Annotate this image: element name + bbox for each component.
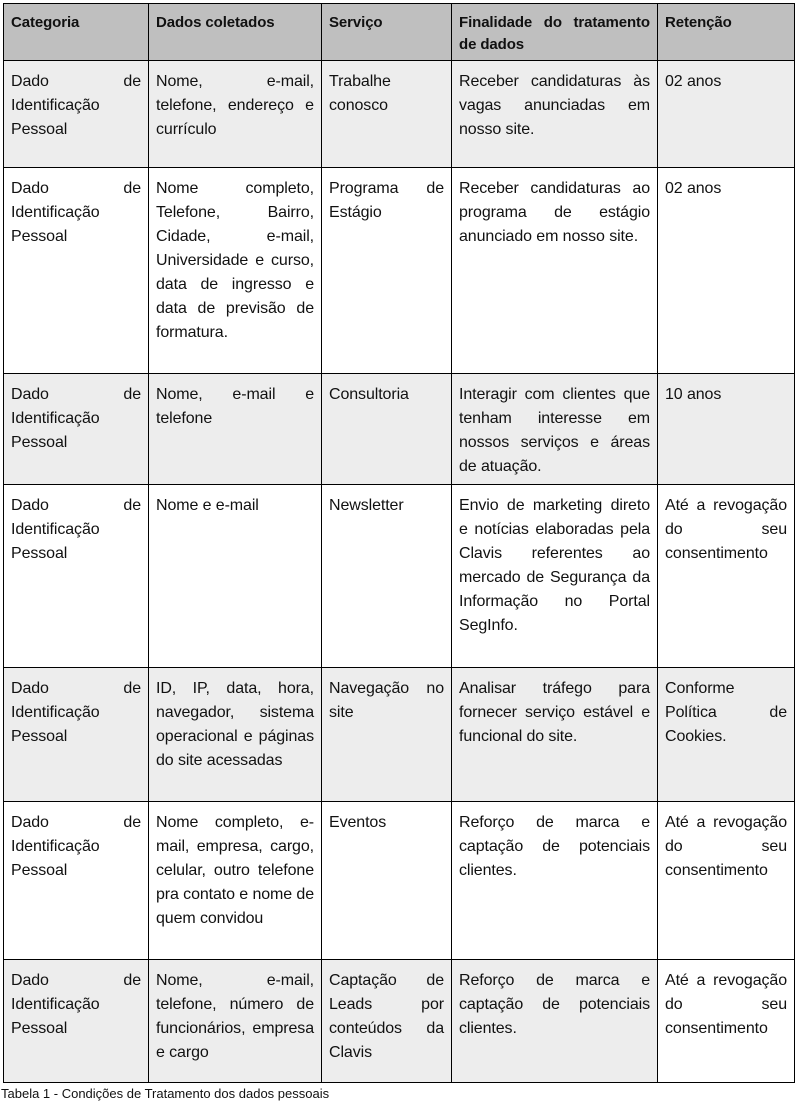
cell-retencao: 10 anos: [658, 374, 795, 485]
cell-finalidade: Reforço de marca e captação de potenciais clientes.: [452, 960, 658, 1083]
cell-categoria: Dado de Identificação Pessoal: [4, 802, 149, 960]
cell-categoria: Dado de Identificação Pessoal: [4, 668, 149, 802]
cell-dados-coletados: Nome e e-mail: [149, 485, 322, 668]
cell-categoria: Dado de Identificação Pessoal: [4, 168, 149, 374]
table-row: [4, 802, 795, 960]
cell-servico: Captação de Leads por conteúdos da Clavis: [322, 960, 452, 1083]
cell-dados-coletados: Nome completo, Telefone, Bairro, Cidade, e-mail, Universidade e curso, data de ingresso e data de previsão de formatura.: [149, 168, 322, 374]
cell-servico: Trabalhe conosco: [322, 61, 452, 168]
cell-dados-coletados: Nome, e-mail, telefone, número de funcionários, empresa e cargo: [149, 960, 322, 1083]
cell-dados-coletados: Nome completo, e-mail, empresa, cargo, celular, outro telefone pra contato e nome de quem convidou: [149, 802, 322, 960]
cell-servico: Newsletter: [322, 485, 452, 668]
table-row: [4, 61, 795, 168]
cell-dados-coletados: Nome, e-mail e telefone: [149, 374, 322, 485]
cell-finalidade: Interagir com clientes que tenham interesse em nossos serviços e áreas de atuação.: [452, 374, 658, 485]
header-categoria: Categoria: [4, 4, 149, 61]
table-row: [4, 374, 795, 485]
cell-finalidade: Receber candidaturas às vagas anunciadas em nosso site.: [452, 61, 658, 168]
cell-categoria: Dado de Identificação Pessoal: [4, 61, 149, 168]
cell-finalidade: Reforço de marca e captação de potenciais clientes.: [452, 802, 658, 960]
cell-categoria: Dado de Identificação Pessoal: [4, 960, 149, 1083]
table-caption: Tabela 1 - Condições de Tratamento dos dados pessoais: [1, 1086, 330, 1101]
header-finalidade: Finalidade do tratamento de dados: [452, 4, 658, 61]
cell-retencao: Até a revogação do seu consentimento: [658, 485, 795, 668]
header-servico: Serviço: [322, 4, 452, 61]
header-retencao: Retenção: [658, 4, 795, 61]
cell-servico: Eventos: [322, 802, 452, 960]
table-row: [4, 485, 795, 668]
cell-retencao: 02 anos: [658, 61, 795, 168]
cell-categoria: Dado de Identificação Pessoal: [4, 374, 149, 485]
cell-finalidade: Envio de marketing direto e notícias elaboradas pela Clavis referentes ao mercado de Segurança da Informação no Portal SegInfo.: [452, 485, 658, 668]
header-row: [4, 4, 795, 61]
cell-categoria: Dado de Identificação Pessoal: [4, 485, 149, 668]
table-row: [4, 668, 795, 802]
header-dados-coletados: Dados coletados: [149, 4, 322, 61]
cell-servico: Consultoria: [322, 374, 452, 485]
cell-finalidade: Analisar tráfego para fornecer serviço estável e funcional do site.: [452, 668, 658, 802]
cell-retencao: Conforme Política de Cookies.: [658, 668, 795, 802]
cell-finalidade: Receber candidaturas ao programa de estágio anunciado em nosso site.: [452, 168, 658, 374]
cell-servico: Navegação no site: [322, 668, 452, 802]
table-row: [4, 168, 795, 374]
cell-dados-coletados: ID, IP, data, hora, navegador, sistema operacional e páginas do site acessadas: [149, 668, 322, 802]
cell-retencao: Até a revogação do seu consentimento: [658, 802, 795, 960]
data-treatment-table: [3, 3, 795, 1083]
cell-servico: Programa de Estágio: [322, 168, 452, 374]
table-row: [4, 960, 795, 1083]
cell-dados-coletados: Nome, e-mail, telefone, endereço e currículo: [149, 61, 322, 168]
cell-retencao: Até a revogação do seu consentimento: [658, 960, 795, 1083]
cell-retencao: 02 anos: [658, 168, 795, 374]
